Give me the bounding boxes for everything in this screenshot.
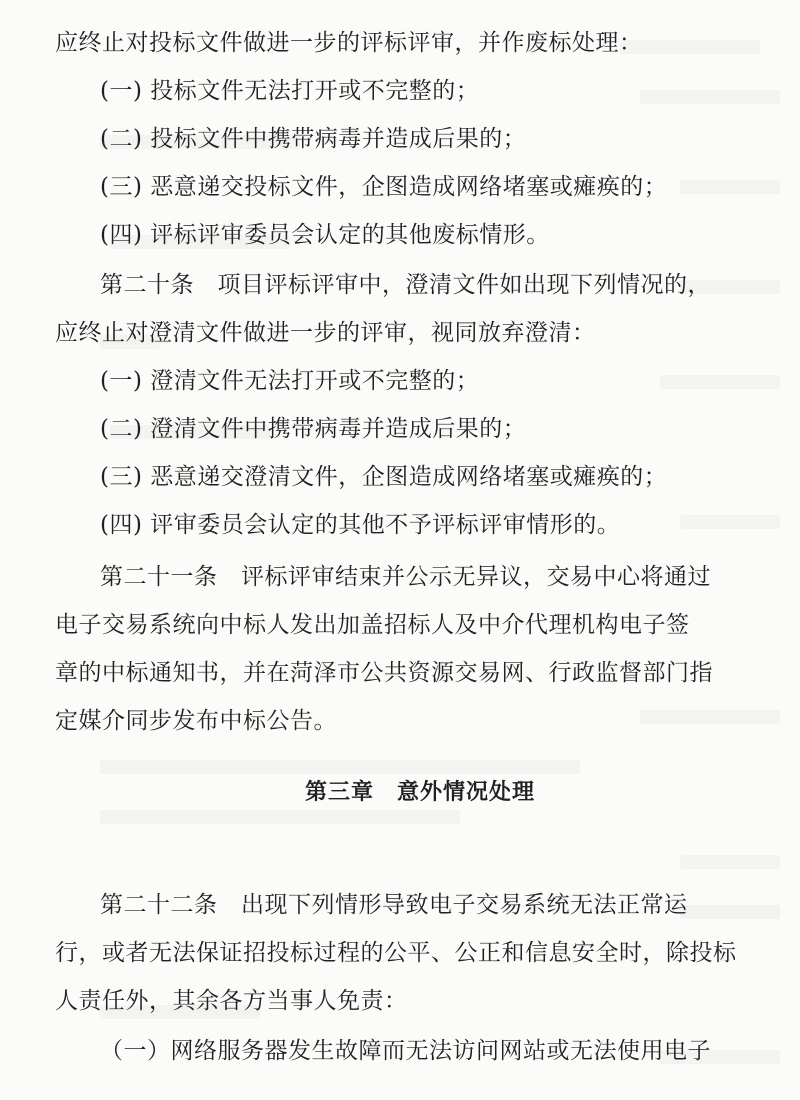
paragraph-line: 章的中标通知书，并在菏泽市公共资源交易网、行政监督部门指	[55, 660, 713, 686]
article-20-line: 第二十条 项目评标评审中，澄清文件如出现下列情况的，	[100, 272, 711, 298]
list-item-line: (二) 澄清文件中携带病毒并造成后果的；	[100, 416, 527, 442]
list-item-line: (四) 评审委员会认定的其他不予评标评审情形的。	[100, 512, 621, 538]
list-item-line: (二) 投标文件中携带病毒并造成后果的；	[100, 126, 527, 152]
paragraph-line: 行，或者无法保证招投标过程的公平、公正和信息安全时，除投标	[55, 940, 737, 966]
list-item-line: （一）网络服务器发生故障而无法访问网站或无法使用电子	[100, 1038, 711, 1064]
paragraph-line: 应终止对澄清文件做进一步的评审，视同放弃澄清：	[55, 320, 596, 346]
list-item-line: (四) 评标评审委员会认定的其他废标情形。	[100, 222, 550, 248]
bleed-through-text	[40, 0, 800, 1100]
list-item-line: (三) 恶意递交投标文件，企图造成网络堵塞或瘫痪的；	[100, 174, 668, 200]
article-22-line: 第二十二条 出现下列情形导致电子交易系统无法正常运	[100, 892, 688, 918]
chapter-heading: 第三章 意外情况处理	[305, 780, 536, 805]
paragraph-line: 应终止对投标文件做进一步的评标评审，并作废标处理：	[55, 30, 643, 56]
paragraph-line: 定媒介同步发布中标公告。	[55, 708, 337, 734]
paragraph-line: 电子交易系统向中标人发出加盖招标人及中介代理机构电子签	[55, 612, 690, 638]
article-21-line: 第二十一条 评标评审结束并公示无异议，交易中心将通过	[100, 564, 711, 590]
list-item-line: (三) 恶意递交澄清文件，企图造成网络堵塞或瘫痪的；	[100, 464, 668, 490]
paragraph-line: 人责任外，其余各方当事人免责：	[55, 988, 408, 1014]
list-item-line: (一) 澄清文件无法打开或不完整的；	[100, 368, 480, 394]
list-item-line: (一) 投标文件无法打开或不完整的；	[100, 78, 480, 104]
